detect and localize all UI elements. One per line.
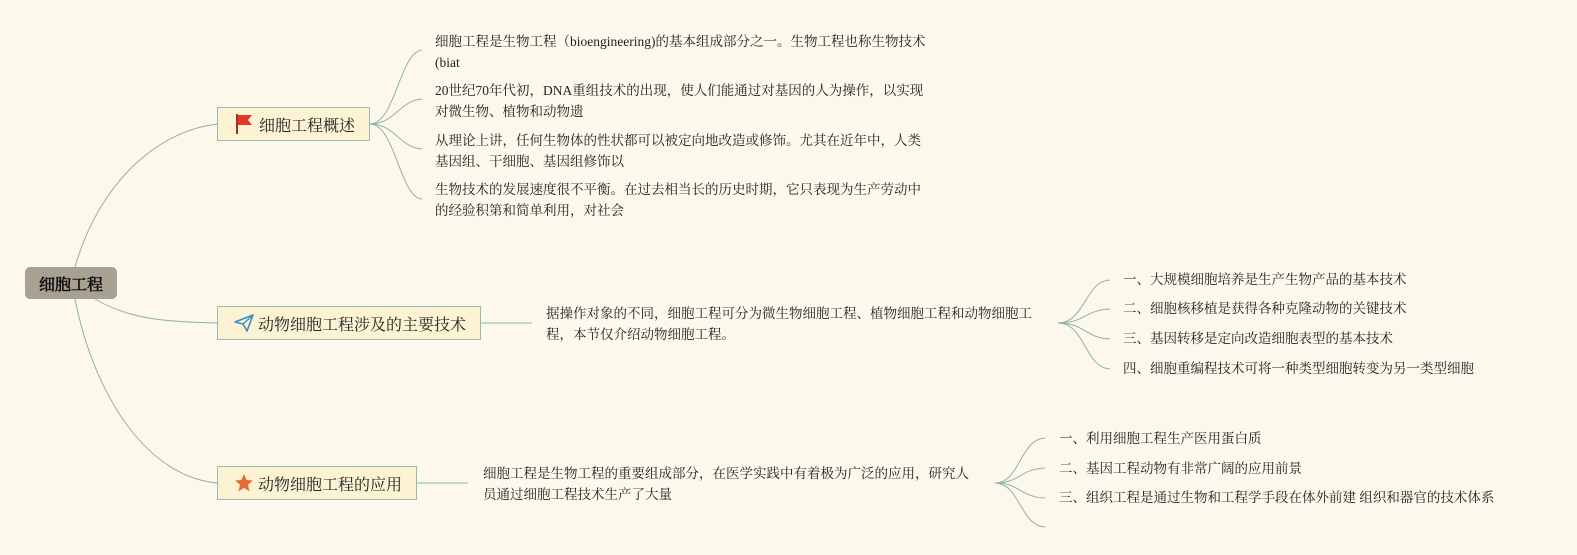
topic-overview[interactable] [217, 107, 370, 141]
topic-label: 动物细胞工程涉及的主要技术 [258, 314, 467, 334]
technique-item-1: 一、大规模细胞培养是生产生物产品的基本技术 [1123, 272, 1407, 287]
note-3: 从理论上讲，任何生物体的性状都可以被定向地改造或修饰。尤其在近年中，人类基因组、干细胞、基因组修饰以 [435, 133, 921, 169]
application-item-1: 一、利用细胞工程生产医用蛋白质 [1059, 431, 1262, 446]
topic-applications[interactable] [217, 466, 417, 500]
technique-item-4: 四、细胞重编程技术可将一种类型细胞转变为另一类型细胞 [1123, 361, 1474, 376]
note-4: 生物技术的发展速度很不平衡。在过去相当长的历史时期，它只表现为生产劳动中的经验积第和简单利用，对社会 [435, 182, 921, 218]
topic-label: 动物细胞工程的应用 [258, 474, 403, 494]
note-1: 细胞工程是生物工程（bioengineering)的基本组成部分之一。生物工程也称生物技术(biat [435, 34, 926, 70]
application-item-2: 二、基因工程动物有非常广阔的应用前景 [1059, 461, 1302, 476]
application-item-3: 三、组织工程是通过生物和工程学手段在体外前建 组织和器官的技术体系 [1059, 490, 1495, 505]
paper-plane-icon [234, 312, 254, 334]
note-2: 20世纪70年代初，DNA重组技术的出现，使人们能通过对基因的人为操作，以实现对微生物、植物和动物遗 [435, 83, 924, 119]
topic-main-techniques[interactable] [217, 306, 481, 340]
technique-item-3: 三、基因转移是定向改造细胞表型的基本技术 [1123, 331, 1393, 346]
summary-techniques: 据操作对象的不同，细胞工程可分为微生物细胞工程、植物细胞工程和动物细胞工程，本节仅介绍动物细胞工程。 [546, 306, 1032, 342]
star-icon [234, 472, 254, 494]
topic-label: 细胞工程概述 [258, 115, 355, 135]
red-flag-icon [234, 113, 255, 135]
root-label: 细胞工程 [38, 274, 103, 294]
technique-item-2: 二、细胞核移植是获得各种克隆动物的关键技术 [1123, 301, 1407, 316]
root-node[interactable] [25, 267, 117, 299]
summary-applications: 细胞工程是生物工程的重要组成部分，在医学实践中有着极为广泛的应用，研究人员通过细胞工程技术生产了大量 [483, 466, 969, 502]
